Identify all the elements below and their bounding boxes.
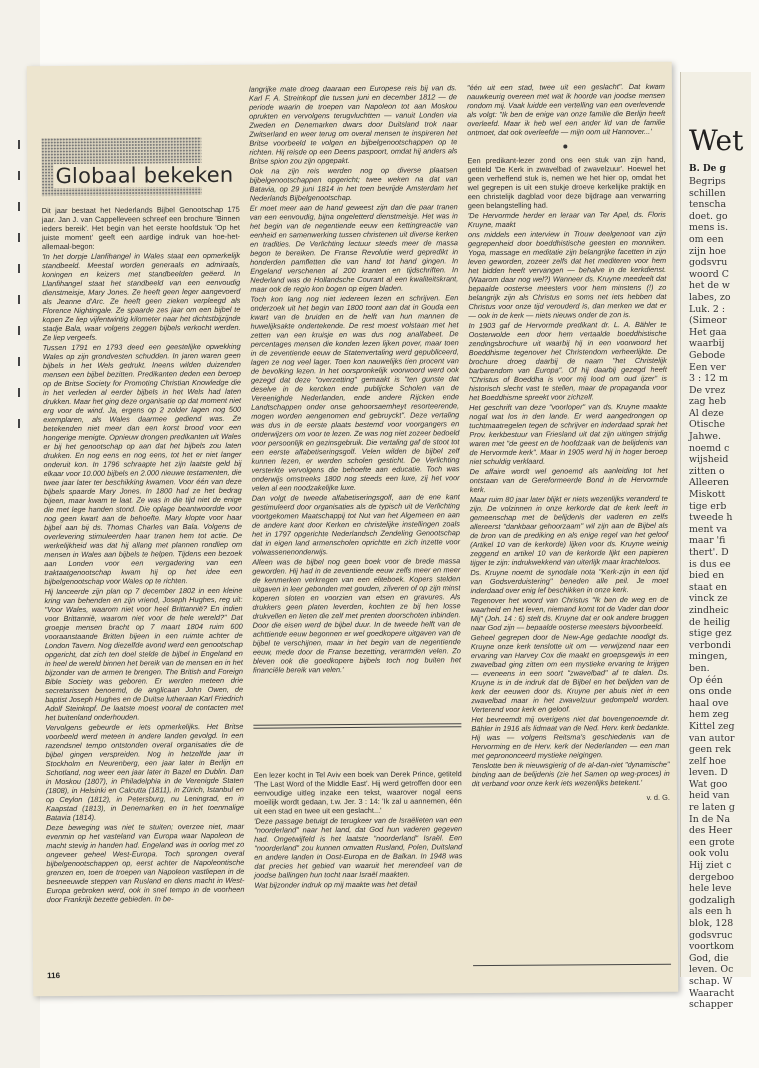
- adjacent-line: 3 : 12 m: [689, 373, 728, 385]
- adjacent-line: het de w: [689, 280, 730, 292]
- column-3: [467, 82, 671, 958]
- adjacent-line: Otische: [689, 419, 726, 431]
- adjacent-line: leven. Oc: [689, 964, 734, 976]
- adjacent-line: Hij ziet c: [689, 860, 732, 872]
- paragraph: 'De Hervormde herder en leraar van Ter Apel, ds. Floris Kruyne, maakt: [467, 209, 666, 230]
- paragraph: "één uit een stad, twee uit een geslacht". Dat kwam nauwkeurig overeen met wat ik hoorde van joodse mensen rondom mij. Vaak luidde een vertelling van een overlevende als volgt: "Ik ben de enige van onze familie die Berlijn heeft overleefd. Maar ik heb wel een ander lid van de familie ontmoet, dat ook overleefde — mijn oom uit Hannover...': [466, 81, 666, 138]
- adjacent-line: als een h: [689, 906, 732, 918]
- adjacent-line: hem zeg: [689, 709, 729, 721]
- adjacent-line: Een ver: [689, 361, 726, 373]
- adjacent-line: schillen: [689, 187, 726, 199]
- column-1: [42, 205, 245, 961]
- adjacent-line: Begrips: [689, 176, 726, 187]
- paragraph: langrijke mate droeg daaraan een Europese reis bij van ds. Karl F. A. Streinkopf die tussen juni en december 1812 — de periode waarin de troepen van Napoleon tot aan Moskou oprukten en vervolgens terugvluchtten — vanuit Londen via Zweden en Denemarken dwars door Duitsland trok naar Zwitserland en weer terug om overal mensen te inspireren het Britse voorbeeld te volgen en bijbelgenootschappen op te richten. Hij reisde op een Deens paspoort, omdat hij anders als Britse spion zou zijn opgepakt.: [248, 83, 458, 166]
- adjacent-line: staat en: [689, 581, 728, 593]
- margin-marks: [14, 140, 26, 450]
- adjacent-line: schapper: [689, 999, 733, 1011]
- paragraph: Ds. Kruyne noemt de synodale nota "Kerk-zijn in een tijd van Godsverduistering" beneden alle peil. Je moet inderdaad over enig lef beschikken in onze kerk.: [470, 566, 669, 596]
- adjacent-line: De vrez: [689, 384, 726, 396]
- adjacent-line: tige erb: [689, 500, 727, 512]
- adjacent-subheading: B. De g: [689, 164, 726, 174]
- intro-paragraph: Dit jaar bestaat het Nederlands Bijbel Genootschap 175 jaar. Jan J. van Cappelleveen schreef een brochure 'Binnen ieders bereik'. Het begin van het eerste hoofdstuk 'Op het juiste moment' geeft een aardige indruk van hoe-het-allemaal-begon:: [41, 204, 240, 252]
- adjacent-line: re laten g: [689, 802, 735, 814]
- adjacent-line: haal ove: [689, 697, 729, 709]
- adjacent-line: leven. D: [689, 767, 728, 779]
- adjacent-column: [689, 176, 759, 1011]
- adjacent-line: noemd c: [689, 442, 730, 454]
- adjacent-line: van autor: [689, 732, 735, 744]
- paragraph: Deze beweging was niet te stuiten; overzee niet, maar evenmin op het vasteland van Europa waar Napoleon de macht stevig in handen had. Engeland was in oorlog met zo ongeveer geheel West-Europa. Toch sprongen overal bijbelgenootschappen op, eerst achter de Napoleontische grenzen en, toen de troepen van Napoleon vastliepen in de besneeuwde steppen van Rusland en diens macht in West-Europa gebroken werd, ook in snel tempo in de voorheen door Frankrijk bezette gebieden. In be-: [46, 821, 245, 905]
- adjacent-line: godsvru: [689, 257, 728, 269]
- adjacent-line: ons onde: [689, 686, 732, 698]
- paragraph: Een lezer kocht in Tel Aviv een boek van Derek Prince, getiteld 'The Last Word of the Middle East'. Hij werd getroffen door een eenvoudige uitleg inzake een tekst, waarover nogal eens moeilijk wordt gedaan, t.w. Jer. 3 : 14: 'Ik zal u aannemen, één uit een stad en twee uit een geslacht...': [253, 769, 462, 816]
- adjacent-line: woord C: [689, 268, 729, 280]
- adjacent-line: Op één: [689, 674, 723, 686]
- adjacent-line: heid van: [689, 790, 730, 802]
- paragraph: Maar ruim 80 jaar later blijkt er niets wezenlijks veranderd te zijn. De volzinnen in onze kerkorde dat de kerk leeft in gemeenschap met de belijdenis der vaderen en zelfs allereerst "dankbaar gehoorzaam" wil zijn aan de Bijbel als de bron van de prediking en als enige regel van het geloof (Artikel 10 van de kerkorde) lijken voor ds. Kruyne weinig zeggend en artikel 10 van de kerkorde lijkt een papieren tijger te zijn: indrukwekkend van uiterlijk maar krachteloos.: [469, 493, 669, 568]
- adjacent-line: Waaracht: [689, 987, 735, 999]
- adjacent-line: voortkom: [689, 941, 735, 953]
- adjacent-line: stige gez: [689, 628, 732, 640]
- paragraph: Vervolgens gebeurde er iets opmerkelijks. Het Britse voorbeeld werd meteen in andere landen gevolgd. In een razendsnel tempo ontstonden overal organisaties die de bijbel gingen verspreiden. Nog in hetzelfde jaar in Stockholm en Neurenberg, een jaar later in Berlijn en Schotland, nog weer een jaar later in Bazel en Dublin. Dan in Moskou (1807), in Philadelphia in de Verenigde Staten (1808), in Helsinki en Calcutta (1811), in Zürich, Istanbul en op Ceylon (1812), in Petersburg, nu Leningrad, en in Kaapstad (1813), in Denemarken en in het toenmalige Batavia (1814).: [45, 721, 244, 823]
- adjacent-line: Alleeren: [689, 477, 729, 489]
- adjacent-line: geen rek: [689, 744, 731, 756]
- adjacent-page: [680, 72, 751, 1011]
- section-bullet: [563, 144, 567, 148]
- paragraph: Wat bijzonder indruk op mij maakte was het detail: [254, 879, 418, 890]
- magazine-page: [27, 62, 678, 996]
- adjacent-line: zindheic: [689, 604, 729, 616]
- article-title: Globaal bekeken: [55, 162, 234, 189]
- paragraph: ons middels een interview in Trouw deelgenoot van zijn gegrepenheid door boeddhistische geesten en monniken. Yoga, massage en meditatie zijn belangrijke facetten in zijn leven geworden, zozeer zelfs dat het mediteren voor hem het bidden heeft vervangen — behalve in de kerkdienst. (Waarom daar nog wel?) Wanneer ds. Kruyne meedeelt dat bepaalde oosterse meesters voor hem minstens (!) zo belangrijk zijn als Christus en soms net iets hebben dat Christus voor onze tijd verouderd is, dan merken we dat er — ook in de kerk — niets nieuws onder de zon is.: [467, 228, 667, 321]
- adjacent-line: hele leve: [689, 883, 732, 895]
- adjacent-line: vinck ze: [689, 593, 728, 605]
- adjacent-line: waarbij: [689, 338, 725, 350]
- paragraph: Alleen was de bijbel nog geen boek voor de brede massa geworden. Hij had in de zeventiende eeuw zelfs meer en meer de kenmerken verkregen van een eliteboek. Kopers stelden uitgaven in leer gebonden met gouden, zilveren of op zijn minst koperen sloten en voorzien van etsen en gravures. Als drukkers geen platen leverden, kochten ze bij hen losse drukvellen en lieten die zelf met prenten doorschoten inbinden. Door die eisen werd de bijbel duur. In de tweede helft van de achttiende eeuw begonnen er wel goedkopere uitgaven van de bijbel te verschijnen, maar in het begin van de negentiende eeuw, mede door de Franse bezetting, verarmden velen. Zo bleven ook die goedkopere bijbels toch nog buiten het financiële bereik van velen.': [252, 556, 461, 675]
- adjacent-line: zag heb: [689, 396, 727, 408]
- adjacent-heading: Wet: [689, 124, 744, 157]
- adjacent-line: schap. W: [689, 975, 733, 987]
- adjacent-line: zijn hoe: [689, 245, 727, 257]
- adjacent-line: tweede h: [689, 512, 733, 524]
- adjacent-line: om een: [689, 233, 724, 245]
- adjacent-line: godsvruc: [689, 929, 733, 941]
- adjacent-line: tenscha: [689, 199, 727, 211]
- paragraph: Ook na zijn reis werden nog op diverse plaatsen bijbelgenootschappen opgericht; twee weken na dat van Batavia, op 29 juni 1814 in het toen bevrijde Amsterdam het Nederlands Bijbelgenootschap.: [249, 165, 458, 203]
- paragraph: Tussen 1791 en 1793 deed een geestelijke opwekking Wales op zijn grondvesten schudden. In jaren waren geen bijbels in het Wels gedrukt. Ineens wilden duizenden mensen een bijbel bezitten. Predikanten deden een beroep op de Britse Society for Promoting Christian Knowledge die in het verleden al eerder bijbels in het Wels had laten drukken. Maar het ging deze organisatie op dat moment niet erg voor de wind. Ja, ergens op 2 zolder lagen nog 500 exemplaren, als Wales daarmee gediend was. Ze betekenden niet meer dan een korst brood voor een hongerige menigte. Opnieuw drongen predikanten uit Wales er bij het genootschap op aan dat het bijbels zou laten drukken. En nog eens en nog eens, tot het er niet langer onderuit kon. In 1796 schraapte het zijn laatste geld bij elkaar voor 10.000 bijbels en 2.000 nieuwe testamenten, die twee jaar later ter beschikking kwamen. Voor één van deze bijbels spaarde Mary Jones. In 1800 had ze het bedrag bijeen, maar kwam te laat. Ze was in die tijd niet de enige die met lege handen stond. Die oplage beantwoordde voor nog geen kwart aan de behoefte. Mary klopte voor haar bijbel aan bij ds. Thomas Charles van Bala. Volgens de overlevering stimuleerden haar tranen hem tot actie. De werkelijkheid was dat hij allang met plannen rondliep om mensen in Wales aan bijbels te helpen. Tijdens een bezoek aan Londen voor een vergadering van een traktaatgenootschap kwam hij op het idee een bijbelgenootschap voor Wales op te richten.: [42, 341, 243, 587]
- adjacent-line: (Simeor: [689, 315, 727, 327]
- adjacent-line: zitten o: [689, 465, 725, 477]
- adjacent-line: Het gaa: [689, 326, 727, 338]
- adjacent-line: Jahwe.: [689, 431, 721, 443]
- paragraph: Het geschrift van deze "voorloper" van ds. Kruyne maakte nogal wat los in den lande. Er werd aangedrongen op tuchtmaatregelen tegen de schrijver en inderdaad sprak het Prov. kerkbestuur van Friesland uit dat zijn uitingen strijdig waren met "de geest en de hoofdzaak van de belijdenis van de Hervormde kerk". Maar in 1905 werd hij in hoger beroep niet schuldig verklaard.: [469, 401, 668, 467]
- adjacent-line: mingen,: [689, 651, 728, 663]
- adjacent-line: verbondi: [689, 639, 732, 651]
- adjacent-line: des Heer: [689, 825, 733, 837]
- adjacent-line: is dus ee: [689, 558, 731, 570]
- adjacent-line: thert'. D: [689, 547, 729, 558]
- author-signature: v. d. G.: [646, 792, 670, 802]
- paragraph: Toch kon lang nog niet iedereen lezen en schrijven. Een onderzoek uit het begin van 1800 toont aan dat in Gouda een kwart van de bruiden en de helft van hun mannen de huwelijksakte ondertekende. De rest moest volstaan met het zetten van een kruisje en was dus nog analfabeet. De percentages mensen die konden lezen lijken pover, maar toen in de zeventiende eeuw de Statenvertaling werd gepubliceerd, lagen ze nog veel lager. Toen kon nauwelijks tien procent van de bevolking lezen. In het oorspronkelijk voorwoord werd ook gezegd dat deze "overzetting" gemaakt is "ten gunste dat deselve in de kercken ende publijcke Scholen van de Vereenighde Nederlanden, ende andere Rijcken ende Landtschappen onder onse gehoorsaemheyt resorteerende, mogen worden aengenomen end gebruyckt". Deze vertaling was dus in de eerste plaats bestemd voor voorgangers en onderwijzers om voor te lezen. Ze was nog niet zozeer bedoeld voor persoonlijk en gezinsgebruik. Die vertaling gaf de stoot tot een eerste alfabetiseringsgolf. Velen wilden de bijbel zelf kunnen lezen, er werden scholen gesticht. De Verlichting versterkte vervolgens die behoefte aan educatie. Toch was onderwijs omstreeks 1800 nog steeds een luxe, zij het voor velen al een noodzakelijke luxe.: [250, 293, 460, 493]
- paragraph: Geheel gegrepen door de New-Age gedachte noodigt ds. Kruyne onze kerk tenslotte uit om — verwijzend naar een ervaring van Harvey Cox die maakt en groepsgewijs in een zwavelbad ging zitten om een mystieke ervaring te krijgen — eveneens in een soort "zwavelbad" af te dalen. Ds. Kruyne is in de indruk dat de Bijbel en het belijden van de kerk der eeuwen door ds. Kruyne per abuis niet in een zwavelbad maar in het zwavelzuur gedompeld worden. Verterend voor kerk en geloof.: [470, 631, 670, 715]
- paragraph: Tenslotte ben ik nieuwsgierig of de al-dan-niet "dynamische" binding aan de belijdenis (zie het Samen op weg-proces) in dit verband voor onze kerk iets wezenlijks betekent.': [471, 759, 670, 789]
- adjacent-line: doet. go: [689, 210, 728, 222]
- bottom-rule: [473, 964, 671, 966]
- paragraph: Het bevreemdt mij overigens niet dat bovengenoemde dr. Bähler in 1916 als lidmaat van de Ned. Herv. kerk bedankte. Hij was — volgens Reitsma's geschiedenis van de Hervorming en de Herv. kerk der Nederlanden — een man met geprononceerd mystieke neigingen.: [471, 713, 670, 761]
- adjacent-line: ook volu: [689, 848, 729, 860]
- adjacent-line: de heilig: [689, 616, 731, 628]
- adjacent-line: labes, zo: [689, 291, 731, 303]
- adjacent-line: godzaligh: [689, 894, 736, 906]
- paragraph: Tegenover het woord van Christus "Ik ben de weg en de waarheid en het leven, niemand komt tot de Vader dan door Mij" (Joh. 14 : 6) stelt ds. Kruyne dat er ook andere bruggen naar God zijn — bepaalde oosterse meesters bijvoorbeeld.: [470, 594, 669, 633]
- paragraph: Hij lanceerde zijn plan op 7 december 1802 in een kleine kring van behenden en zijn vriend, Joseph Hughes, reg uit: "Voor Wales, waarom niet voor heel Brittannië? En indien voor Brittannië, waarom niet voor de hele wereld?" Dat groepje mensen bracht op 7 maart 1804 ruim 600 vooraanstaande Britten bijeen in een ruimte achter de London Tavern. Nog diezelfde avond werd een genootschap opgericht, dat zich ten doel stelde de bijbel in Engeland en in heel de wereld binnen het bereik van de mensen en in het bijzonder van de armen te brengen. The British and Foreign Bible Society was geboren. Er werden meteen drie secretarissen benoemd, de anglicaan John Owen, de baptist Joseph Hughes en de Duitse lutheraan Karl Friedrich Adolf Steinkopf. De laatste moest vooral de contacten met het buitenland onderhouden.: [44, 585, 244, 723]
- adjacent-line: Gebode: [689, 349, 726, 361]
- paragraph: 'Deze passage betuigt de terugkeer van de Israëlieten van een "noorderland" naar het land, dat God hun vaderen gegeven had. Ongetwijfeld is het laatste "noorderland" Israël. Een "noorderland" zou kunnen omvatten Rusland, Polen, Duitsland en andere landen in Oost-Europa en de Balkan. In 1948 was dat precies het gebied van waaruit het merendeel van de joodse ballingen hun tocht naar Israël maakten.: [254, 815, 463, 880]
- paragraph: De affaire wordt wel genoemd als aanleiding tot het ontstaan van de Gereformeerde Bond in de Hervormde kerk.: [469, 465, 668, 495]
- paragraph: Dan volgt de tweede alfabetiseringsgolf, aan de ene kant gestimuleerd door organisaties als de typisch uit de Verlichting voortgekomen Maatschappij tot Nut van het Algemeen en aan de andere kant door Kerken en christelijke instellingen zoals het in 1797 opgerichte Nederlandsch Zendeling Genootschap dat in eigen land armenscholen oprichtte en zich inzette voor volwassenenonderwijs.: [251, 492, 461, 557]
- adjacent-line: God, die: [689, 952, 729, 964]
- adjacent-line: een grote: [689, 836, 735, 848]
- adjacent-line: ben.: [689, 662, 710, 674]
- adjacent-line: Al deze: [689, 407, 724, 419]
- adjacent-line: Kittel zeg: [689, 720, 735, 732]
- page-number: 116: [47, 971, 61, 981]
- adjacent-line: In de Na: [689, 813, 731, 825]
- adjacent-line: maar 'fi: [689, 535, 726, 547]
- adjacent-line: blok, 128: [689, 918, 734, 929]
- adjacent-line: Miskott: [689, 489, 726, 501]
- paragraph: Er moet meer aan de hand geweest zijn dan die paar tranen van een eenvoudig, bijna ongeletterd dienstmeisje. Het was in het begin van de negentiende eeuw een kettingreactie van eenheid en samenwerking tussen christenen uit diverse kerken en tradities. De Verlichting lectuur steeds meer de massa begon te bereiken. De Franse Revolutie werd gepredikt in honderden pamfletten die van hand tot hand gingen. In Engeland verschenen al 200 kranten en tijdschriften. In Nederland was de Hollandsche Courant al een kwaliteitskrant, maar ook de regio kon bogen op eigen bladen.: [249, 202, 459, 294]
- paragraph: Een predikant-lezer zond ons een stuk van zijn hand, getiteld 'De Kerk in zwavelbad of zwavelzuur'. Hoewel het geen verheffend stuk is, nemen we het hier op, omdat het wel gegrepen is uit een stukje droeve kerkelijke praktijk en een christelijk dagblad voor deze bijdrage aan verwarring geen belangstelling had.: [467, 154, 666, 211]
- column-2: [249, 83, 463, 959]
- adjacent-line: dergeboo: [689, 871, 734, 883]
- adjacent-line: Wat goo: [689, 778, 728, 790]
- paragraph: 'In het dorpje Llanfihangel in Wales staat een opmerkelijk standbeeld. Meestal worden generaals en admiraals, koningen en keizers met standbeelden geëerd. In Llanfihangel staat het standbeeld van een eenvoudig dienstmeisje, Mary Jones. Ze heeft geen leger aangevoerd als Jeanne d'Arc. Ze heeft geen zieken verpleegd als Florence Nightingale. Ze spaarde zes jaar om een bijbel te kopen Ze liep vijfentwintig kilometer naar het dichtstbijzijnde stadje Bala, waar volgens zeggen bijbels verkocht werden. Ze liep vergeefs.: [42, 250, 241, 343]
- adjacent-line: zelf hoe: [689, 755, 727, 767]
- adjacent-line: bied en: [689, 570, 725, 582]
- paragraph: In 1903 gaf de Hervormde predikant dr. L. A. Bähler te Oosterwolde een door hem vertaalde boeddhistische zendingsbrochure uit waarbij hij in een voorwoord het Boeddhisme tegenover het Christendom verheerlijkte. De brochure droeg daarbij de naam "het Christelijk barbarendom van Europa". Of hij daarbij gezegd heeft "Christus of Boeddha is voor mij lood om oud ijzer" is historisch slecht vast te stellen, maar de propaganda voor het Boeddhisme spreekt voor zichzelf.: [468, 319, 668, 403]
- adjacent-line: wijsheid: [689, 454, 729, 466]
- adjacent-line: mens is.: [689, 222, 729, 234]
- adjacent-line: Luk. 2 :: [689, 303, 726, 315]
- adjacent-line: ment va: [689, 523, 728, 535]
